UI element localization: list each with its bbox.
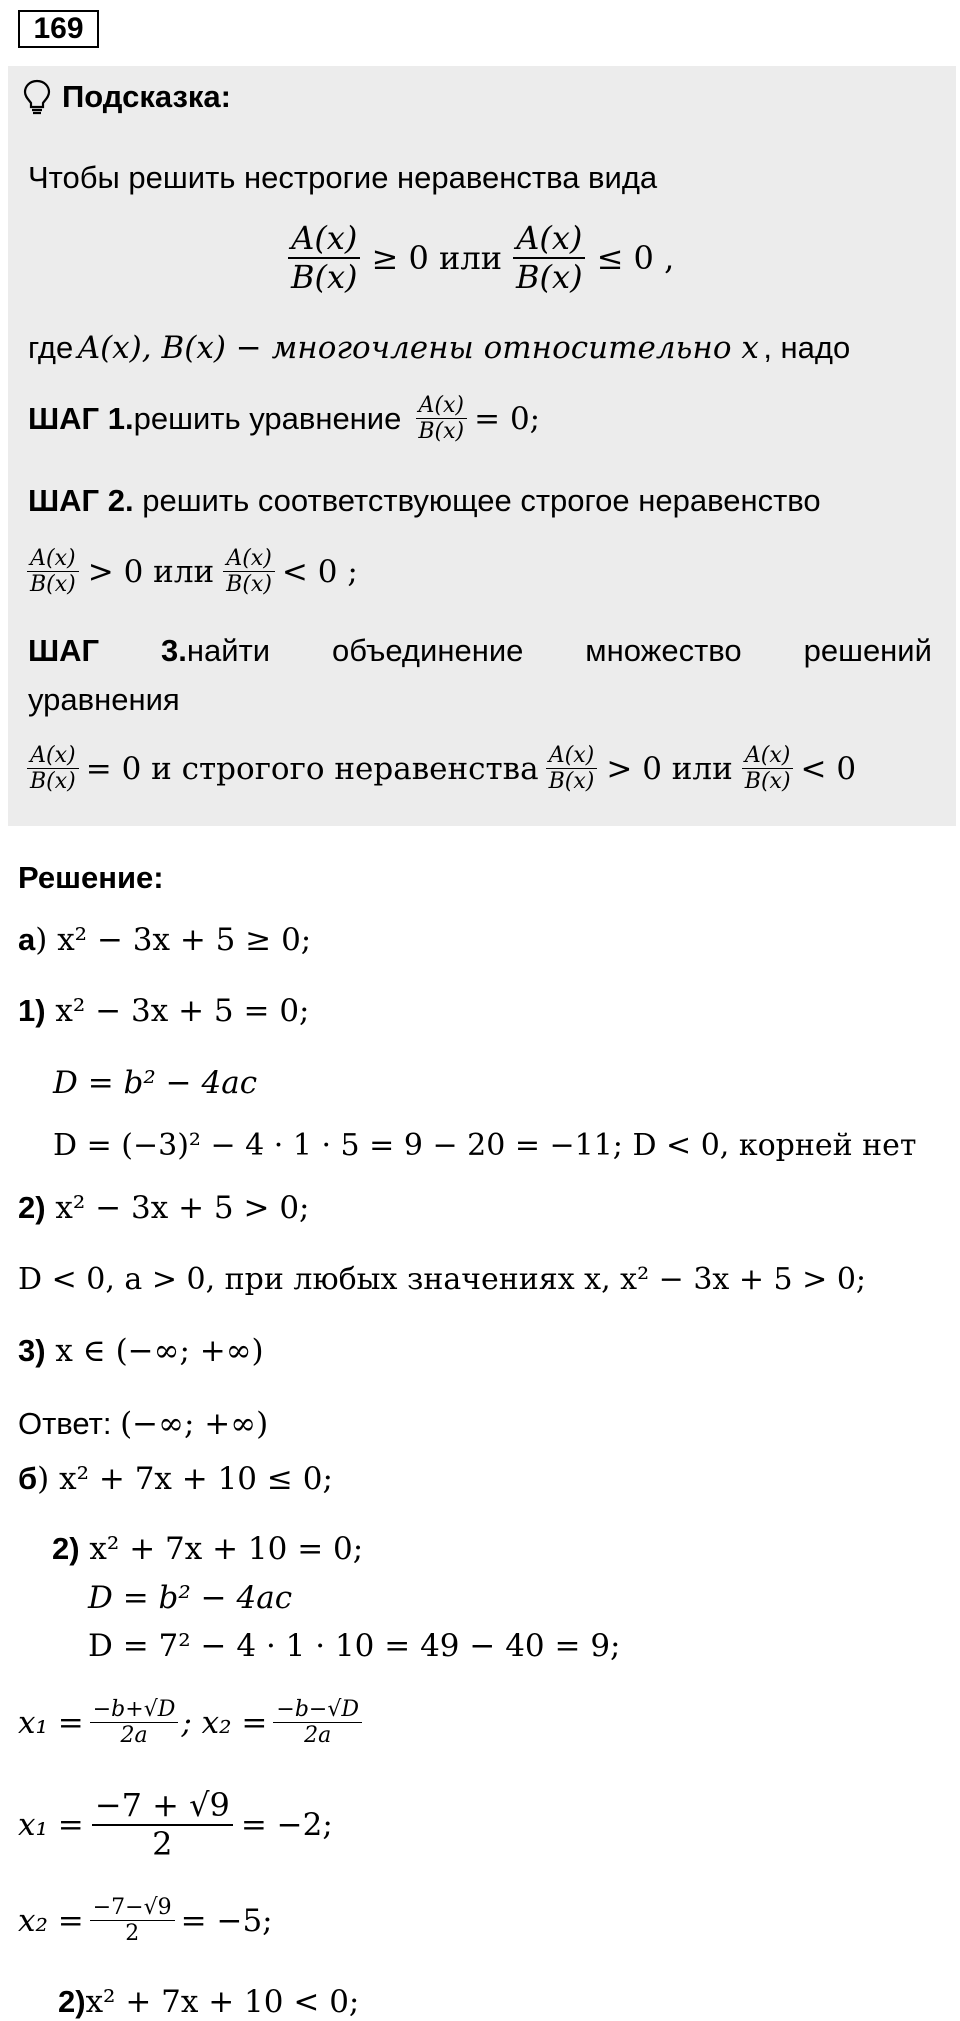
part-b-step-2: 2) x² + 7x + 10 = 0;	[52, 1531, 364, 1567]
hint-step-2: ШАГ 2. решить соответствующее строгое неравенство	[28, 483, 821, 518]
hint-step-3: ШАГ 3.найти объединение множество решений	[28, 633, 932, 668]
hint-step-3-line2: уравнения	[28, 682, 180, 717]
roots-formula: x₁ = $\frac{-b+√D}{2a}$ ; x₂ = $\frac{-b-√D}{2a}$	[18, 1697, 365, 1749]
part-a-step-2: 2) x² − 3x + 5 > 0;	[18, 1190, 310, 1226]
hint-title: Подсказка:	[62, 79, 231, 114]
part-a-discriminant-value: D = (−3)² − 4 · 1 · 5 = 9 − 20 = −11; D < 0, корней нет	[53, 1128, 917, 1163]
part-b-statement: б) x² + 7x + 10 ≤ 0;	[18, 1461, 333, 1497]
part-b-strict-inequality: 2)x² + 7x + 10 < 0;	[58, 1984, 360, 2020]
part-a-step-1: 1) x² − 3x + 5 = 0;	[18, 993, 310, 1029]
x1-calculation: x₁ = $\frac{-7 + √9}{2}$ = −2;	[18, 1786, 333, 1863]
part-a-step-3: 3) x ∈ (−∞; +∞)	[18, 1333, 264, 1369]
x2-calculation: x₂ = $\frac{-7-√9}{2}$ = −5;	[18, 1895, 273, 1947]
hint-step-3-union: $\frac{A(x)}{B(x)}$ = 0 и строгого неравенства $\frac{A(x)}{B(x)}$ > 0 или $\frac{A(x)}{B(x)}$ < 0	[24, 743, 856, 795]
part-a-conclusion: D < 0, a > 0, при любых значениях x, x² − 3x + 5 > 0;	[18, 1262, 867, 1297]
hint-inequality-forms: $\frac{A(x)}{B(x)}$ ≥ 0 или $\frac{A(x)}{B(x)}$ ≤ 0 ,	[285, 220, 674, 296]
hint-intro: Чтобы решить нестрогие неравенства вида	[28, 160, 658, 195]
part-a-answer: Ответ: (−∞; +∞)	[18, 1406, 269, 1442]
part-b-discriminant-value: D = 7² − 4 · 1 · 10 = 49 − 40 = 9;	[88, 1628, 621, 1664]
hint-step-2-inequalities: $\frac{A(x)}{B(x)}$ > 0 или $\frac{A(x)}{B(x)}$ < 0 ;	[24, 546, 358, 598]
hint-header	[22, 78, 231, 116]
lightbulb-icon	[22, 78, 52, 116]
problem-number: 169	[18, 10, 99, 48]
solution-title: Решение:	[18, 860, 164, 895]
part-b-discriminant-formula: D = b² − 4ac	[88, 1580, 293, 1616]
part-a-discriminant-formula: D = b² − 4ac	[53, 1065, 258, 1101]
part-a-statement: а) x² − 3x + 5 ≥ 0;	[18, 922, 312, 958]
hint-where-line: где A(x), B(x) − многочлены относительно x , надо	[28, 330, 851, 366]
hint-step-1: ШАГ 1. решить уравнение $\frac{A(x)}{B(x)}$ = 0;	[28, 393, 541, 445]
